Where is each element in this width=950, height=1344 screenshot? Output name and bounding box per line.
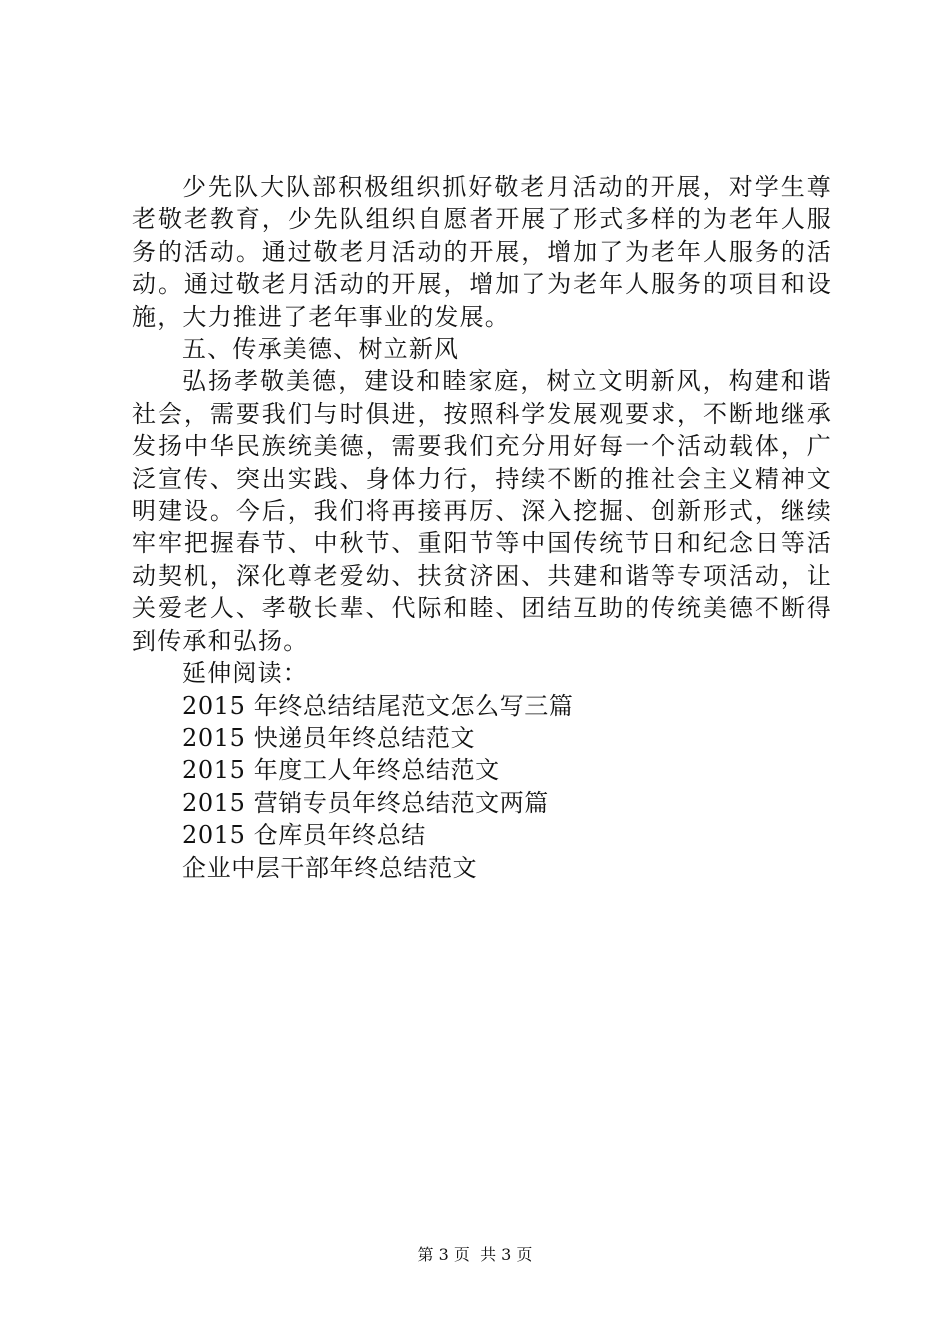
extended-reading-link[interactable]: 2015 快递员年终总结范文 [182, 723, 476, 752]
extended-reading-link[interactable]: 企业中层干部年终总结范文 [182, 853, 478, 882]
extended-reading-list [132, 690, 832, 884]
page-footer [0, 1244, 950, 1266]
footer-separator [470, 1245, 480, 1264]
paragraph-youth-pioneers: 少先队大队部积极组织抓好敬老月活动的开展，对学生尊老敬老教育，少先队组织自愿者开展了形式多样的为老年人服务的活动。通过敬老月活动的开展，增加了为老年人服务的活动。通过敬老月活动的开展，增加了为老年人服务的项目和设施，大力推进了老年事业的发展。 [132, 173, 832, 331]
extended-reading-link[interactable]: 2015 年终总结结尾范文怎么写三篇 [182, 691, 574, 720]
document-body [132, 171, 832, 884]
paragraph-inherit-virtues: 弘扬孝敬美德，建设和睦家庭，树立文明新风，构建和谐社会，需要我们与时俱进，按照科学发展观要求，不断地继承发扬中华民族统美德，需要我们充分用好每一个活动载体，广泛宣传、突出实践、身体力行，持续不断的推社会主义精神文明建设。今后，我们将再接再厉、深入挖掘、创新形式，继续牢牢把握春节、中秋节、重阳节等中国传统节日和纪念日等活动契机，深化尊老爱幼、扶贫济困、共建和谐等专项活动，让关爱老人、孝敬长辈、代际和睦、团结互助的传统美德不断得到传承和弘扬。 [132, 367, 832, 655]
page-total: 共 3 页 [480, 1245, 533, 1264]
extended-reading-link[interactable]: 2015 营销专员年终总结范文两篇 [182, 788, 549, 817]
extended-reading-link[interactable]: 2015 年度工人年终总结范文 [182, 756, 500, 785]
page-number: 第 3 页 [417, 1245, 470, 1264]
section-heading: 五、传承美德、树立新风 [182, 335, 460, 364]
extended-reading-label: 延伸阅读： [182, 659, 308, 688]
extended-reading-link[interactable]: 2015 仓库员年终总结 [182, 821, 426, 850]
